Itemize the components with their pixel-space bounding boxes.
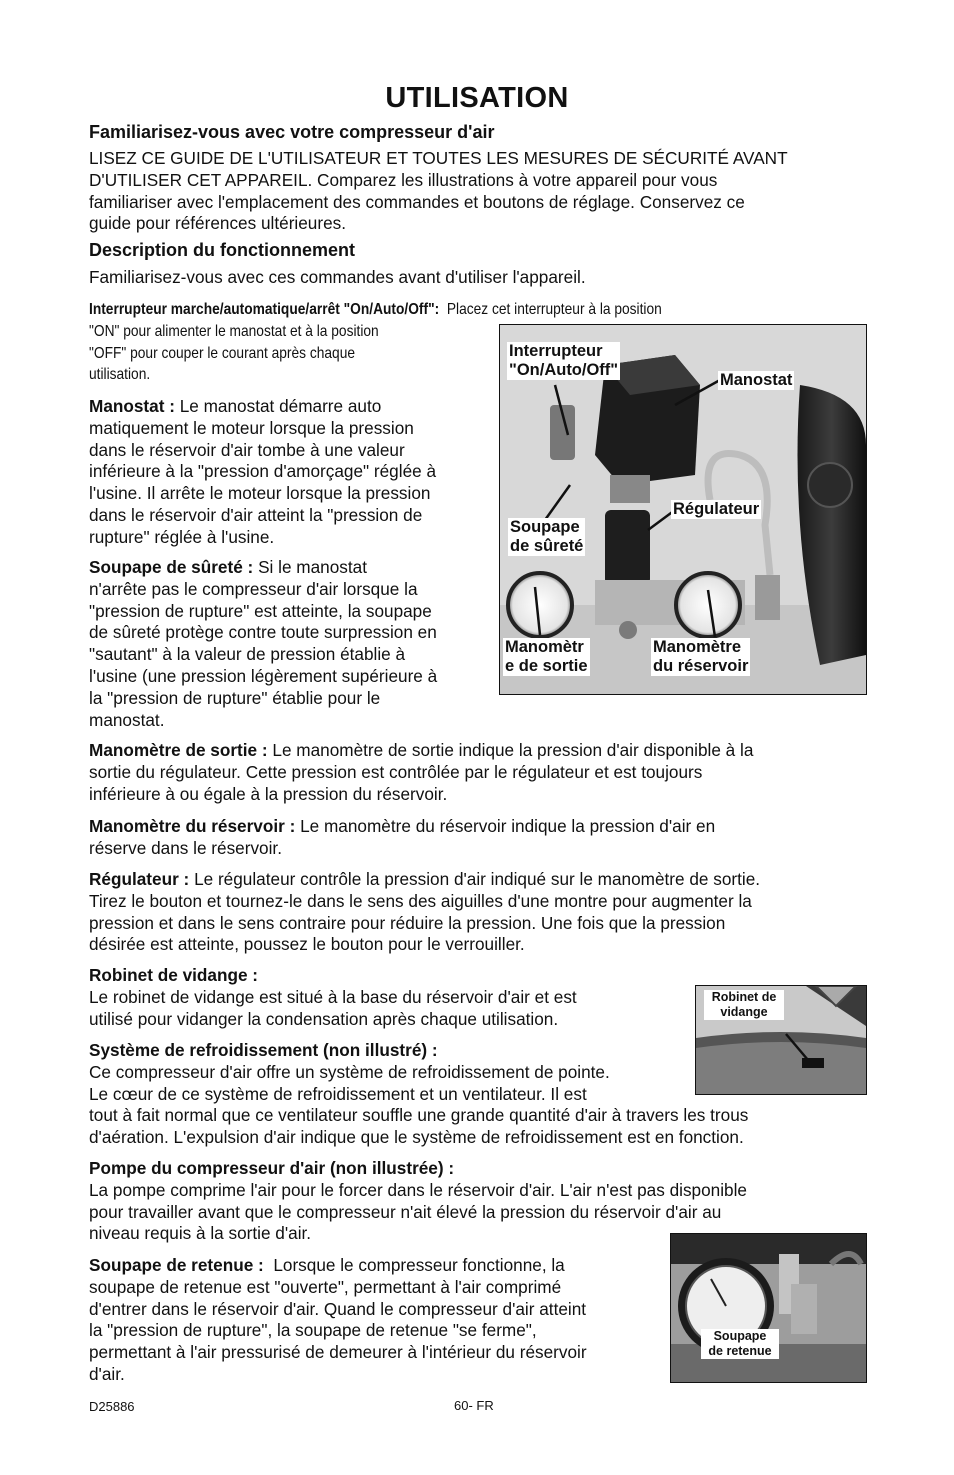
text-line: inférieure à la "pression d'amorçage" réglée à (89, 461, 437, 482)
text-line: Le robinet de vidange est situé à la base du réservoir d'air et est (89, 986, 577, 1007)
text-line: manostat. (89, 709, 165, 730)
text-line (89, 816, 869, 838)
text-line (89, 299, 662, 321)
text-line: la "pression de rupture" établie pour le (89, 687, 381, 708)
text-line: d'air. (89, 1363, 125, 1384)
text-line: l'usine (une pression légèrement supérieure à (89, 665, 438, 686)
section-heading-description: Description du fonctionnement (89, 240, 356, 260)
term-text: Pompe du compresseur d'air (non illustrée) : (89, 1158, 455, 1178)
text-line: tout à fait normal que ce ventilateur souffle une grande quantité d'air à travers les trous (89, 1105, 749, 1126)
check-valve-figure (670, 1233, 867, 1383)
label-line: Manomètr (505, 638, 584, 656)
text-line: familiariser avec l'emplacement des commandes et boutons de réglage. Conservez ce (89, 191, 745, 212)
regulator-paragraph (89, 869, 869, 956)
text-line: utilisé pour vidanger la condensation après chaque utilisation. (89, 1008, 559, 1029)
text-line: sortie du régulateur. Cette pression est contrôlée par le régulateur et est toujours (89, 761, 703, 782)
text-fragment: Le manostat démarre auto (179, 396, 382, 416)
text-line: pression et dans le sens contraire pour réduire la pression. Une fois que la pression (89, 912, 726, 933)
term-check-valve: Soupape de retenue : (89, 1255, 264, 1275)
label-line: Soupape (510, 518, 580, 536)
label-outlet-gauge (503, 638, 590, 676)
text-line: d'aération. L'expulsion d'air indique que le système de refroidissement est en fonction. (89, 1127, 744, 1148)
label-regulateur: Régulateur (673, 500, 760, 518)
text-line: guide pour références ultérieures. (89, 213, 347, 234)
text-line: désirée est atteinte, poussez le bouton pour le verrouiller. (89, 934, 525, 955)
text-line: LISEZ CE GUIDE DE L'UTILISATEUR ET TOUTES LES MESURES DE SÉCURITÉ AVANT (89, 148, 788, 168)
term-tank-gauge: Manomètre du réservoir : (89, 816, 296, 836)
term-regulator: Régulateur : (89, 869, 190, 889)
text-line: matiquement le moteur lorsque la pression (89, 417, 414, 438)
term-switch: Interrupteur marche/automatique/arrêt "On/Auto/Off": (89, 301, 440, 318)
text-line: l'usine. Il arrête le moteur lorsque la pression (89, 483, 431, 504)
text-line: "pression de rupture" est atteinte, la soupape (89, 600, 432, 621)
label-manostat: Manostat (720, 371, 793, 389)
text-line: "sautant" à la valeur de pression établie à (89, 644, 406, 665)
text-line (89, 557, 489, 579)
label-line: du réservoir (653, 657, 749, 675)
text-fragment: Lorsque le compresseur fonctionne, la (273, 1255, 565, 1275)
term-outlet-gauge: Manomètre de sortie : (89, 740, 268, 760)
text-line: de sûreté protège contre toute surpression en (89, 622, 437, 643)
label-line: "On/Auto/Off" (509, 361, 619, 379)
text-line: utilisation. (89, 366, 151, 384)
outlet-gauge-paragraph (89, 740, 869, 805)
manostat-paragraph (89, 396, 489, 549)
drain-valve-paragraph (89, 965, 689, 1030)
term-drain-valve (89, 965, 689, 987)
label-check-valve (701, 1329, 779, 1359)
label-line: de retenue (708, 1344, 772, 1358)
label-line: e de sortie (505, 657, 588, 675)
text-line: soupape de retenue est "ouverte", permettant à l'air comprimé (89, 1276, 562, 1297)
text-line: niveau requis à la sortie d'air. (89, 1223, 312, 1244)
term-safety-valve: Soupape de sûreté : (89, 557, 254, 577)
text-line (89, 740, 869, 762)
safety-valve-paragraph (89, 557, 489, 731)
section-description-intro: Familiarisez-vous avec ces commandes avant d'utiliser l'appareil. (89, 267, 586, 287)
label-line: Soupape (713, 1329, 767, 1343)
text-fragment: Le manomètre de sortie indique la pression d'air disponible à la (272, 740, 754, 760)
text-line: Tirez le bouton et tournez-le dans le sens des aiguilles d'une montre pour augmenter la (89, 890, 752, 911)
check-valve-photo (671, 1234, 866, 1382)
text-line: "OFF" pour couper le courant après chaque (89, 344, 356, 362)
text-line (89, 1255, 674, 1277)
page-number: 60- FR (454, 1398, 494, 1413)
document-code: D25886 (89, 1399, 135, 1414)
section-heading-familiarize: Familiarisez-vous avec votre compresseur d'air (89, 122, 495, 142)
text-line: la "pression de rupture", la soupape de retenue "se ferme", (89, 1320, 537, 1341)
text-line: réserve dans le réservoir. (89, 837, 282, 858)
text-line: Le cœur de ce système de refroidissement et un ventilateur. Il est (89, 1083, 587, 1104)
text-line: dans le réservoir d'air atteint la "pression de (89, 504, 423, 525)
text-fragment: Le manomètre du réservoir indique la pression d'air en (300, 816, 716, 836)
label-line: Robinet de (711, 990, 777, 1004)
text-line: D'UTILISER CET APPAREIL. Comparez les illustrations à votre appareil pour vous (89, 169, 718, 190)
term-pump (89, 1158, 879, 1180)
text-line: rupture" réglée à l'usine. (89, 526, 275, 547)
term-text: Robinet de vidange : (89, 965, 259, 985)
term-text: Système de refroidissement (non illustré) : (89, 1040, 438, 1060)
tank-gauge-paragraph (89, 816, 869, 860)
text-line: d'entrer dans le réservoir d'air. Quand le compresseur d'air atteint (89, 1298, 587, 1319)
label-tank-gauge (651, 638, 750, 676)
text-line: Ce compresseur d'air offre un système de refroidissement de pointe. (89, 1061, 610, 1082)
term-cooling (89, 1040, 879, 1062)
term-manostat: Manostat : (89, 396, 175, 416)
text-fragment: Le régulateur contrôle la pression d'air indiqué sur le manomètre de sortie. (194, 869, 761, 889)
page-title: UTILISATION (385, 82, 569, 114)
text-fragment: Placez cet interrupteur à la position (446, 301, 662, 318)
text-line (89, 869, 869, 891)
check-valve-paragraph (89, 1255, 674, 1386)
text-line: dans le réservoir d'air tombe à une valeur (89, 439, 405, 460)
label-drain-valve (704, 990, 784, 1020)
label-line: Manomètre (653, 638, 742, 656)
compressor-controls-figure (499, 324, 867, 695)
label-safety-valve (508, 518, 585, 556)
text-line: La pompe comprime l'air pour le forcer dans le réservoir d'air. L'air n'est pas disponible (89, 1179, 747, 1200)
text-line: "ON" pour alimenter le manostat et à la position (89, 322, 379, 340)
label-line: de sûreté (510, 537, 584, 555)
section-intro-text (89, 148, 869, 235)
text-fragment: Si le manostat (258, 557, 367, 577)
cooling-paragraph (89, 1040, 879, 1149)
label-interrupteur (507, 342, 620, 380)
label-line: vidange (720, 1005, 768, 1019)
text-line: n'arrête pas le compresseur d'air lorsque la (89, 578, 418, 599)
label-line: Interrupteur (509, 342, 603, 360)
text-line: inférieure à ou égale à la pression du réservoir. (89, 783, 448, 804)
text-line (89, 396, 489, 418)
text-line: permettant à l'air pressurisé de demeurer à l'intérieur du réservoir (89, 1342, 587, 1363)
text-line: pour travailler avant que le compresseur n'ait élevé la pression du réservoir d'air au (89, 1201, 722, 1222)
